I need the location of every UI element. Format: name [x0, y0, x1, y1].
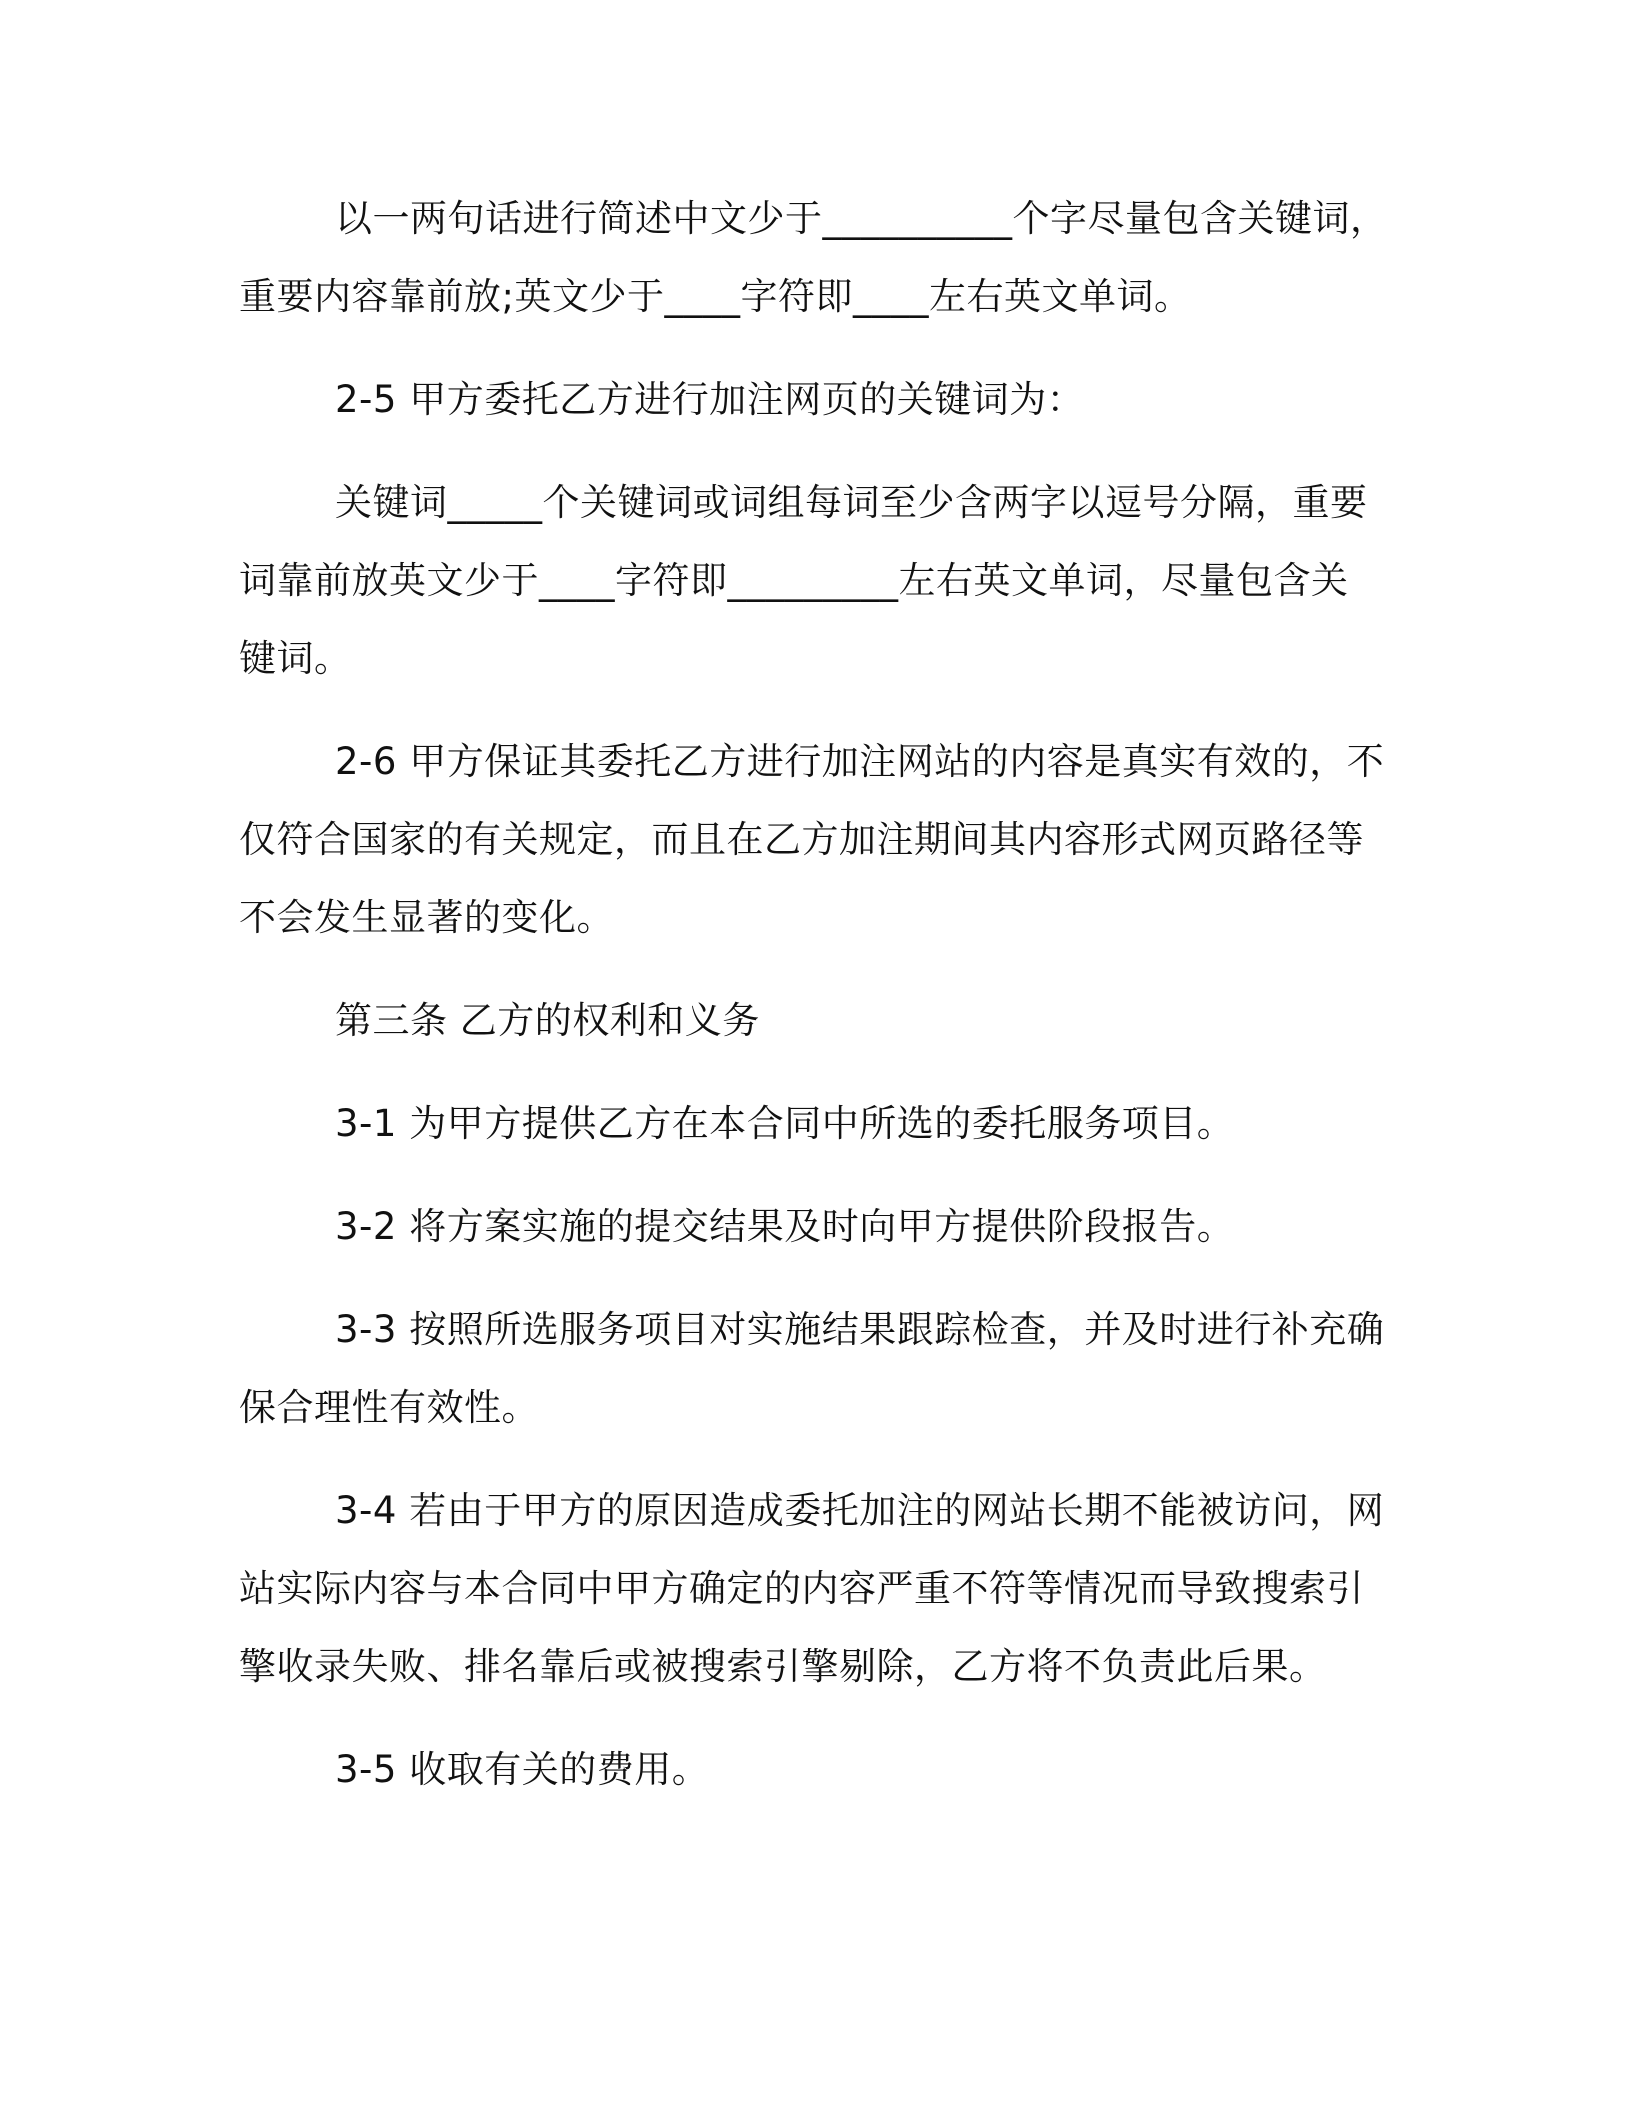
paragraph-clause-2-5 [239, 361, 1379, 439]
paragraph-clause-3-2 [239, 1188, 1379, 1266]
paragraph-line: 2-6 甲方保证其委托乙方进行加注网站的内容是真实有效的，不 [335, 740, 1385, 783]
paragraph-line: 第三条 乙方的权利和义务 [335, 999, 760, 1042]
paragraph-line: 3-1 为甲方提供乙方在本合同中所选的委托服务项目。 [335, 1102, 1235, 1145]
paragraph-line: 擎收录失败、排名靠后或被搜索引擎剔除，乙方将不负责此后果。 [239, 1645, 1327, 1688]
paragraph-line: 以一两句话进行简述中文少于__________个字尽量包含关键词， [335, 197, 1388, 240]
document-page [239, 180, 1388, 1834]
paragraph-clause-3-4 [239, 1472, 1385, 1706]
paragraph-line: 3-5 收取有关的费用。 [335, 1748, 710, 1791]
paragraph-line: 3-2 将方案实施的提交结果及时向甲方提供阶段报告。 [335, 1205, 1235, 1248]
paragraph-keyword-summary [239, 180, 1388, 336]
paragraph-line: 仅符合国家的有关规定，而且在乙方加注期间其内容形式网页路径等 [239, 818, 1364, 861]
paragraph-line: 保合理性有效性。 [239, 1386, 539, 1429]
paragraph-line: 2-5 甲方委托乙方进行加注网页的关键词为： [335, 378, 1085, 421]
paragraph-line: 站实际内容与本合同中甲方确定的内容严重不符等情况而导致搜索引 [239, 1567, 1364, 1610]
paragraph-line: 键词。 [239, 637, 352, 680]
paragraph-line: 3-3 按照所选服务项目对实施结果跟踪检查，并及时进行补充确 [335, 1308, 1385, 1351]
paragraph-line: 关键词_____个关键词或词组每词至少含两字以逗号分隔，重要 [335, 481, 1368, 524]
paragraph-clause-3-1 [239, 1085, 1379, 1163]
paragraph-clause-2-6 [239, 723, 1385, 957]
paragraph-line: 不会发生显著的变化。 [239, 896, 614, 939]
paragraph-clause-3-5 [239, 1731, 1379, 1809]
paragraph-line: 词靠前放英文少于____字符即_________左右英文单词，尽量包含关 [239, 559, 1349, 602]
paragraph-line: 重要内容靠前放;英文少于____字符即____左右英文单词。 [239, 275, 1192, 318]
paragraph-line: 3-4 若由于甲方的原因造成委托加注的网站长期不能被访问，网 [335, 1489, 1385, 1532]
paragraph-keywords [239, 464, 1379, 698]
section-heading-article-3 [239, 982, 1379, 1060]
paragraph-clause-3-3 [239, 1291, 1385, 1447]
